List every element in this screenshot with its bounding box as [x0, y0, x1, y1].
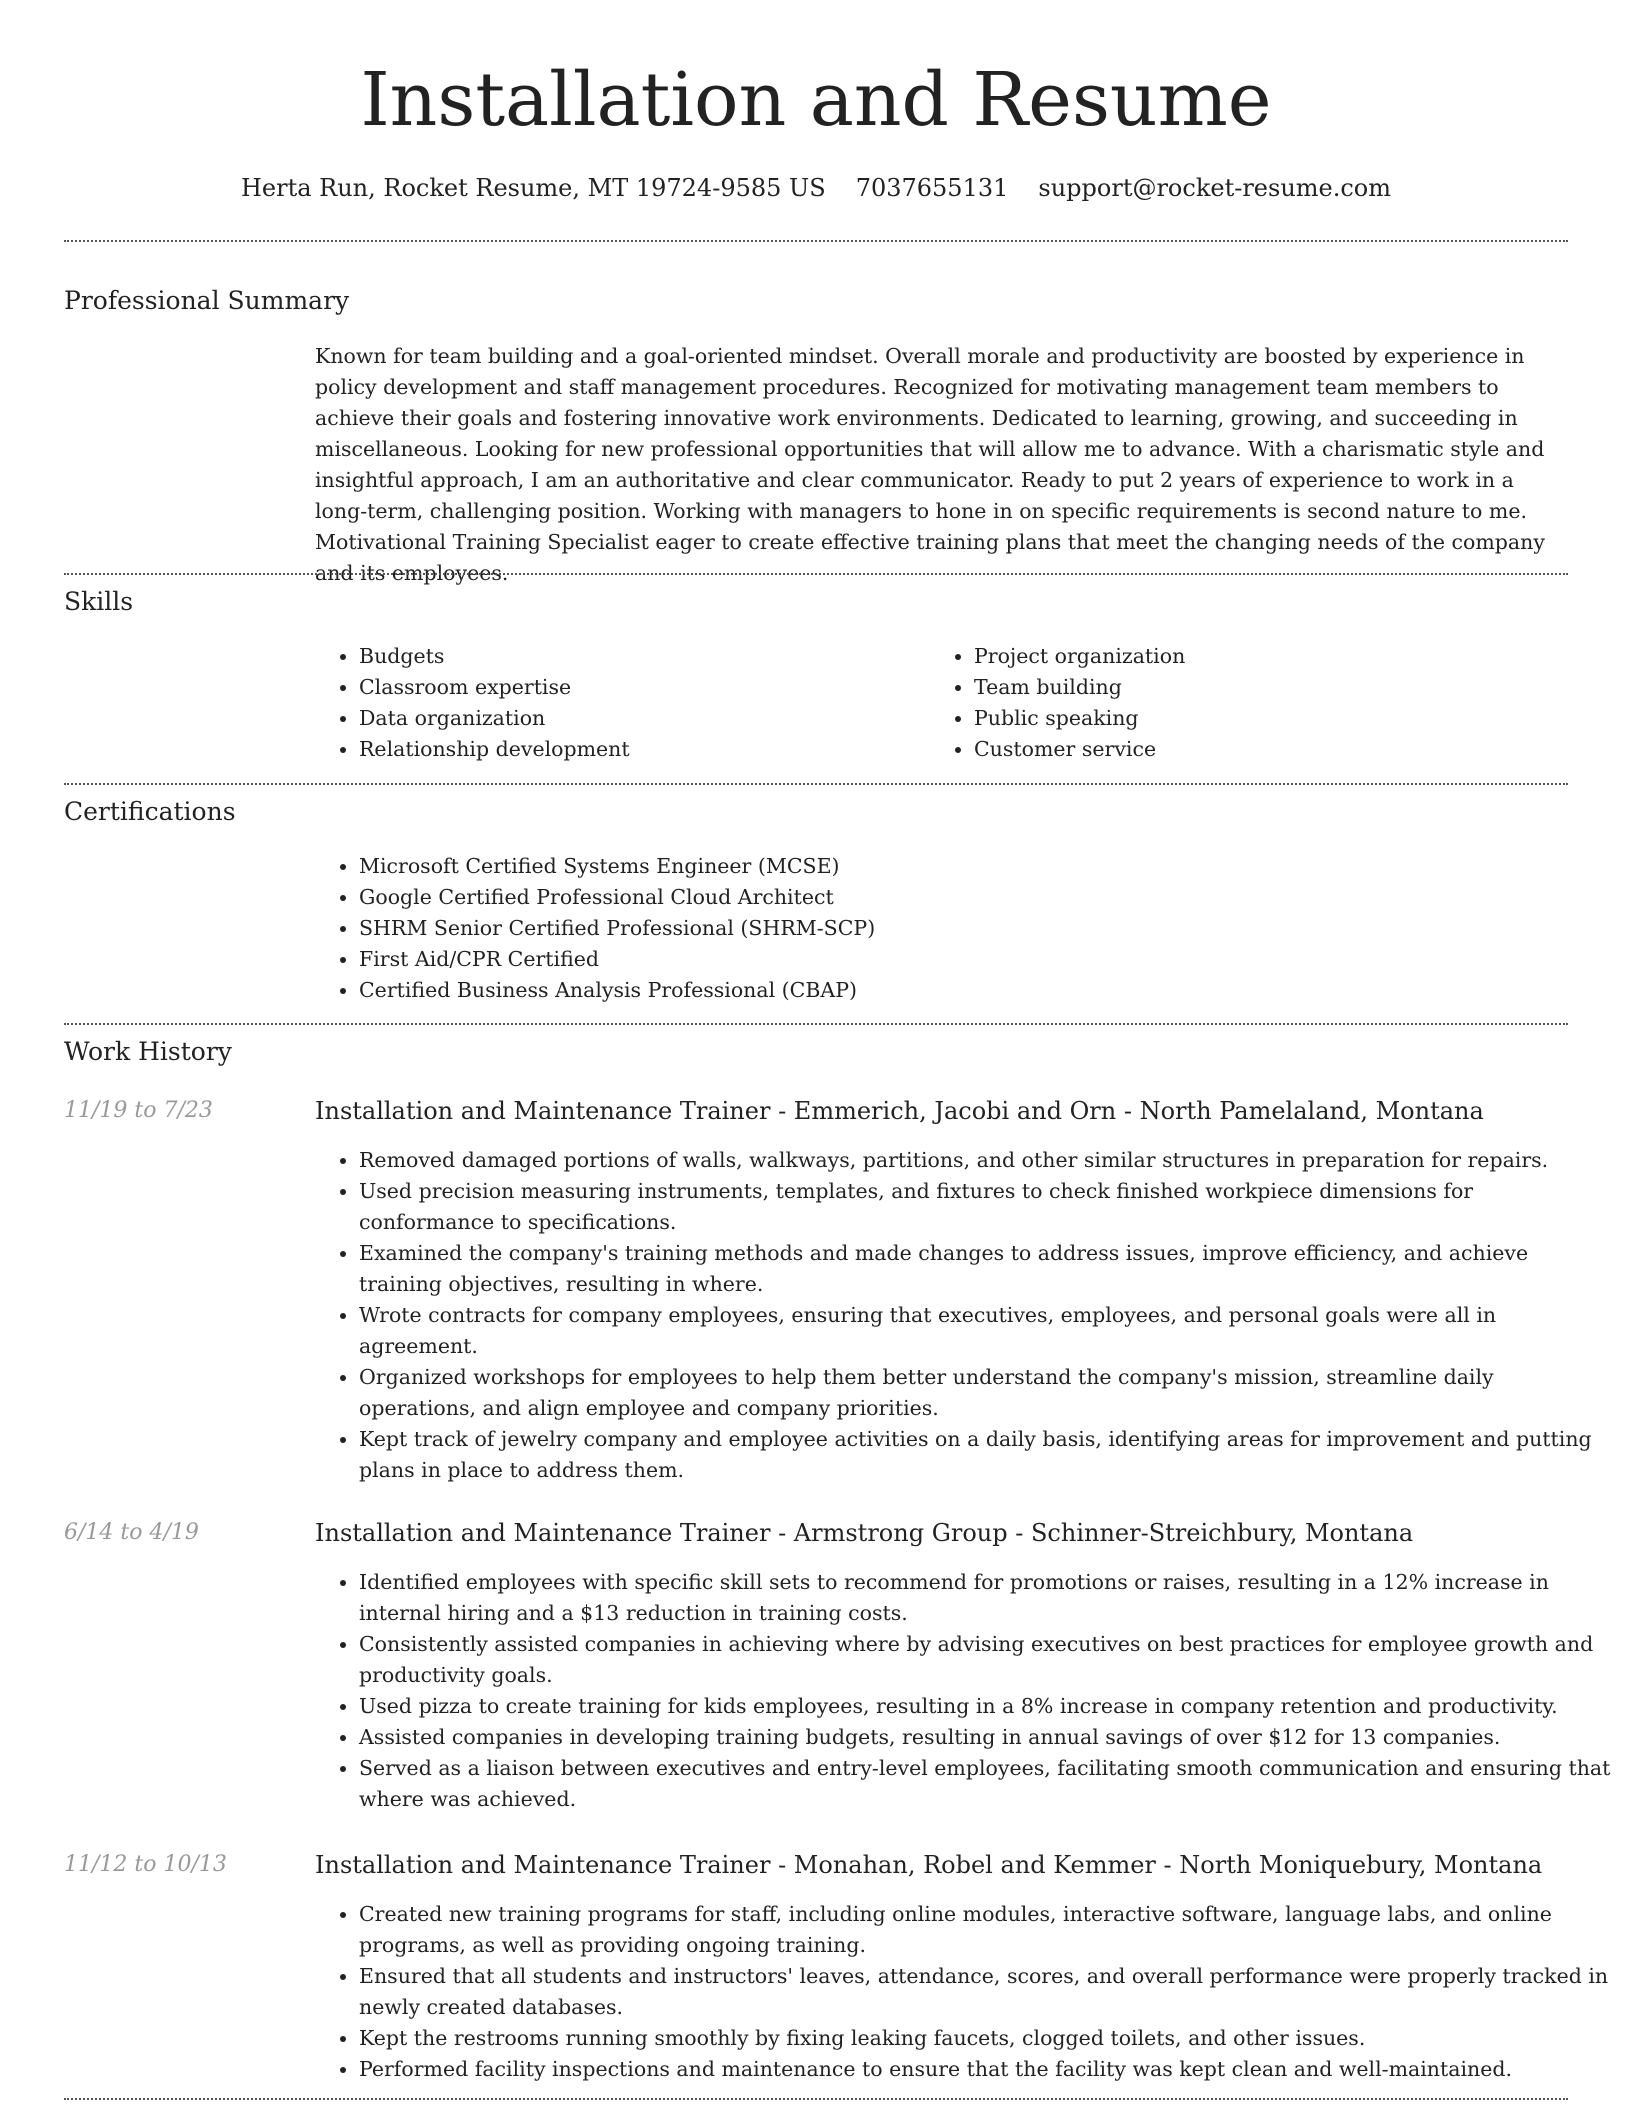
section-divider: [64, 573, 1568, 575]
job-bullet: • Examined the company's training methods and made changes to address issues, improve efficiency, and achieve training objectives, resulting in where.: [359, 1238, 1612, 1300]
skill-item: • Customer service: [974, 734, 1574, 765]
summary-text: Known for team building and a goal-oriented mindset. Overall morale and productivity are boosted by experience in policy development and staff management procedures. Recognized for motivating management team members to achieve their goals and fostering innovative work environments. Dedicated to learning, growing, and succeeding in miscellaneous. Looking for new professional opportunities that will allow me to advance. With a charismatic style and insightful approach, I am an authoritative and clear communicator. Ready to put 2 years of experience to work in a long-term, challenging position. Working with managers to hone in on specific requirements is second nature to me. Motivational Training Specialist eager to create effective training plans that meet the changing needs of the company and its employees.: [315, 344, 1545, 585]
skill-item: • Public speaking: [974, 703, 1574, 734]
skill-item: • Budgets: [359, 641, 919, 672]
skill-item: • Project organization: [974, 641, 1574, 672]
skills-list-right: [930, 641, 1574, 765]
job-bullet: • Wrote contracts for company employees, ensuring that executives, employees, and personal goals were all in agreement.: [359, 1300, 1612, 1362]
job-title: Installation and Maintenance Trainer - Monahan, Robel and Kemmer - North Moniquebury, Montana: [315, 1851, 1543, 1879]
skills-heading: Skills: [64, 587, 134, 616]
skill-item: • Classroom expertise: [359, 672, 919, 703]
skill-item: • Team building: [974, 672, 1574, 703]
job-bullets: [315, 1145, 1612, 1486]
summary-heading: Professional Summary: [64, 286, 350, 315]
work-history-heading: Work History: [64, 1037, 232, 1066]
certification-item: • Certified Business Analysis Professional (CBAP): [359, 975, 1559, 1006]
certification-item: • SHRM Senior Certified Professional (SHRM-SCP): [359, 913, 1559, 944]
certifications-list: [315, 851, 1559, 1006]
job-bullet: • Assisted companies in developing training budgets, resulting in annual savings of over $12 for 13 companies.: [359, 1722, 1612, 1753]
job-bullet: • Used pizza to create training for kids employees, resulting in a 8% increase in company retention and productivity.: [359, 1691, 1612, 1722]
job-bullets: [315, 1899, 1612, 2085]
skills-list-left: [315, 641, 919, 765]
skill-item: • Data organization: [359, 703, 919, 734]
job-dates: 11/12 to 10/13: [64, 1852, 227, 1877]
job-bullets: [315, 1567, 1612, 1815]
job-bullet: • Ensured that all students and instructors' leaves, attendance, scores, and overall performance were properly tracked in newly created databases.: [359, 1961, 1612, 2023]
skill-item: • Relationship development: [359, 734, 919, 765]
job-bullet: • Removed damaged portions of walls, walkways, partitions, and other similar structures in preparation for repairs.: [359, 1145, 1612, 1176]
section-divider: [64, 240, 1568, 242]
job-bullet: • Used precision measuring instruments, templates, and fixtures to check finished workpiece dimensions for conformance to specifications.: [359, 1176, 1612, 1238]
job-bullet: • Created new training programs for staff, including online modules, interactive software, language labs, and online programs, as well as providing ongoing training.: [359, 1899, 1612, 1961]
certification-item: • Microsoft Certified Systems Engineer (MCSE): [359, 851, 1559, 882]
contact-address: Herta Run, Rocket Resume, MT 19724-9585 US: [240, 174, 826, 202]
job-bullet: • Consistently assisted companies in achieving where by advising executives on best practices for employee growth and productivity goals.: [359, 1629, 1612, 1691]
certification-item: • Google Certified Professional Cloud Architect: [359, 882, 1559, 913]
job-bullet: • Kept the restrooms running smoothly by fixing leaking faucets, clogged toilets, and other issues.: [359, 2023, 1612, 2054]
job-bullet: • Performed facility inspections and maintenance to ensure that the facility was kept clean and well-maintained.: [359, 2054, 1612, 2085]
contact-line: [0, 171, 1632, 205]
job-title: Installation and Maintenance Trainer - Emmerich, Jacobi and Orn - North Pamelaland, Montana: [315, 1097, 1484, 1125]
certifications-heading: Certifications: [64, 797, 236, 826]
contact-email: support@rocket-resume.com: [1038, 174, 1392, 202]
section-divider: [64, 1023, 1568, 1025]
resume-name: Installation and Resume: [360, 57, 1272, 143]
section-divider: [64, 2098, 1568, 2100]
job-dates: 11/19 to 7/23: [64, 1098, 213, 1123]
job-bullet: • Kept track of jewelry company and employee activities on a daily basis, identifying areas for improvement and putting plans in place to address them.: [359, 1424, 1612, 1486]
contact-phone: 7037655131: [855, 174, 1009, 202]
job-bullet: • Organized workshops for employees to help them better understand the company's mission, streamline daily operations, and align employee and company priorities.: [359, 1362, 1612, 1424]
job-bullet: • Served as a liaison between executives and entry-level employees, facilitating smooth communication and ensuring that where was achieved.: [359, 1753, 1612, 1815]
job-dates: 6/14 to 4/19: [64, 1520, 199, 1545]
section-divider: [64, 783, 1568, 785]
job-bullet: • Identified employees with specific skill sets to recommend for promotions or raises, resulting in a 12% increase in internal hiring and a $13 reduction in training costs.: [359, 1567, 1612, 1629]
certification-item: • First Aid/CPR Certified: [359, 944, 1559, 975]
job-title: Installation and Maintenance Trainer - Armstrong Group - Schinner-Streichbury, Montana: [315, 1519, 1414, 1547]
